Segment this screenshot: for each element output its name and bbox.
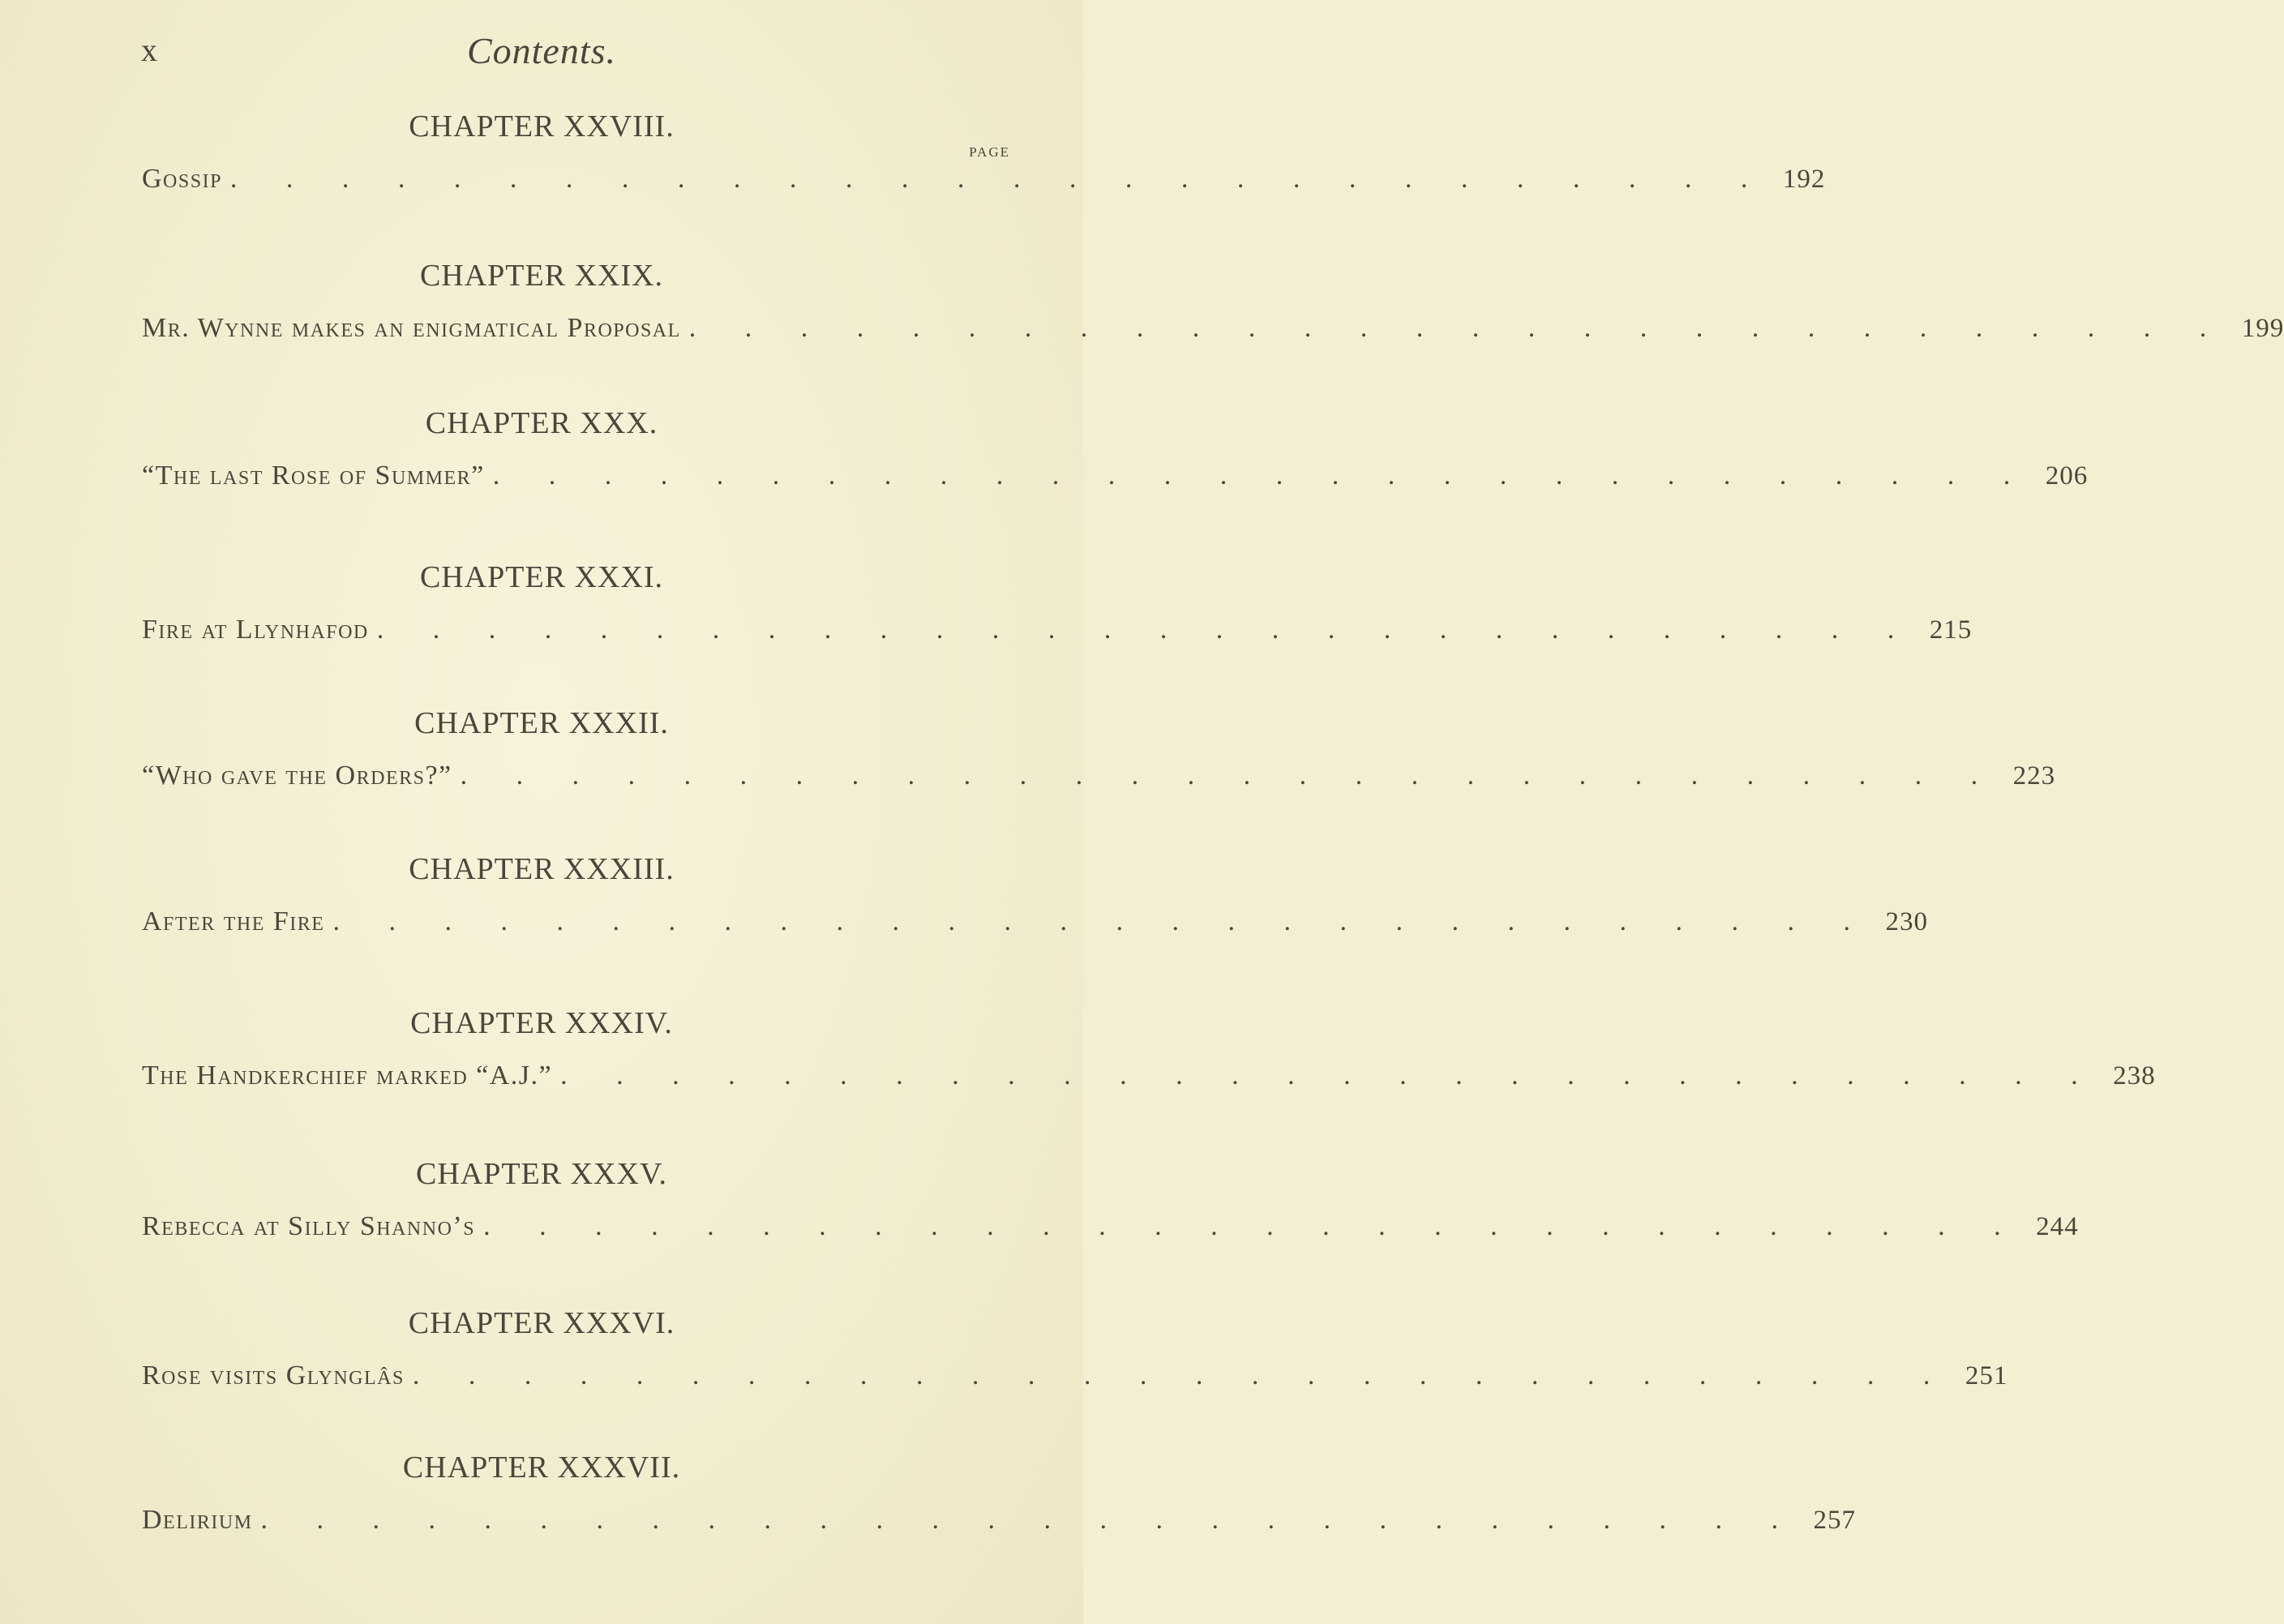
toc-line [142,313,2284,354]
toc-line [142,615,1973,655]
toc-line [142,1211,2079,1252]
chapter-page-number: 244 [2036,1212,2079,1241]
chapter-title: Gossip [142,164,222,194]
chapter-page-number: 223 [2012,761,2056,791]
toc-entry [0,559,1973,681]
dot-leader: . . . . . . . . . . . . . . . . . . . . . . . . . . . . [260,1505,1800,1535]
chapter-heading: CHAPTER XXXVI. [408,1306,675,1340]
toc-line [142,1061,2156,1101]
chapter-heading: CHAPTER XXXIII. [409,852,675,886]
chapter-heading: CHAPTER XXXVII. [402,1450,681,1485]
chapter-page-number: 238 [2113,1061,2156,1091]
chapter-page-number: 251 [1965,1361,2008,1390]
chapter-title: Mr. Wynne makes an enigmatical Proposal [142,313,681,343]
chapter-heading: CHAPTER XXXV. [415,1157,667,1191]
chapter-title: “Who gave the Orders?” [142,761,452,791]
chapter-heading: CHAPTER XXVIII. [409,109,675,144]
dot-leader: . . . . . . . . . . . . . . . . . . . . . . . . . . . . [412,1360,1952,1390]
chapter-heading: CHAPTER XXX. [425,406,658,440]
chapter-title: Rebecca at Silly Shanno’s [142,1211,476,1241]
toc-line [142,1505,1857,1545]
chapter-page-number: 230 [1885,907,1928,936]
chapter-title: Rose visits Glynglâs [142,1360,405,1390]
toc-entry [0,705,2056,827]
toc-entry [0,851,1928,973]
chapter-heading: CHAPTER XXXIV. [410,1006,673,1040]
toc-entry [0,1450,1857,1571]
dot-leader: . . . . . . . . . . . . . . . . . . . . . . . . . . . . [229,164,1769,194]
dot-leader: . . . . . . . . . . . . . . . . . . . . . . . . . . . . [492,461,2032,491]
toc-entry [0,109,1826,230]
chapter-page-number: 199 [2241,314,2284,343]
page-number: x [141,32,158,68]
toc-entry [0,1305,2008,1427]
chapter-title: The Handkerchief marked “A.J.” [142,1061,553,1091]
toc-entry [0,258,2284,379]
toc-line [142,906,1928,947]
chapter-page-number: 206 [2045,461,2089,491]
dot-leader: . . . . . . . . . . . . . . . . . . . . . . . . . . . . [376,615,1916,645]
dot-leader: . . . . . . . . . . . . . . . . . . . . . . . . . . . . [483,1211,2022,1241]
dot-leader: . . . . . . . . . . . . . . . . . . . . . . . . . . . . [688,313,2228,343]
page-header [0,24,1083,89]
dot-leader: . . . . . . . . . . . . . . . . . . . . . . . . . . . . [332,906,1871,936]
chapter-page-number: 192 [1782,165,1826,194]
toc-line [142,461,2089,501]
toc-line [142,761,2056,801]
chapter-title: After the Fire [142,906,325,936]
chapter-heading: CHAPTER XXXII. [414,706,669,740]
running-title: Contents. [466,30,617,71]
dot-leader: . . . . . . . . . . . . . . . . . . . . . . . . . . . . [460,761,1999,791]
toc-entry [0,1156,2079,1278]
chapter-title: “The last Rose of Summer” [142,461,485,491]
toc-line [142,1360,2008,1401]
toc-entry [0,1005,2156,1127]
chapter-title: Fire at Llynhafod [142,615,369,645]
chapter-heading: CHAPTER XXXI. [419,560,664,594]
page-column-label: PAGE [969,144,1010,160]
chapter-page-number: 257 [1813,1506,1857,1535]
chapter-heading: CHAPTER XXIX. [419,259,664,293]
toc-line [142,164,1826,204]
dot-leader: . . . . . . . . . . . . . . . . . . . . . . . . . . . . [560,1061,2099,1091]
toc-entry [0,405,2089,527]
chapter-page-number: 215 [1929,615,1973,645]
chapter-title: Delirium [142,1505,253,1535]
